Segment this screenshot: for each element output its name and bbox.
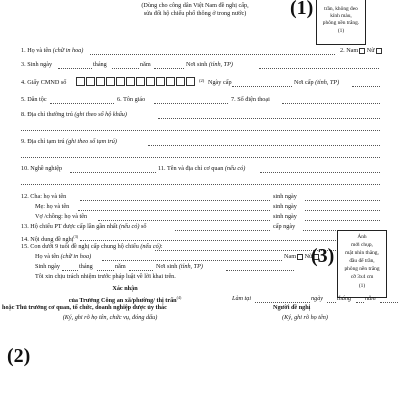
- photo-top-text-4: (1): [337, 28, 345, 34]
- phone-line[interactable]: [282, 103, 380, 104]
- field-4-place-label: Nơi cấp (tỉnh, TP): [294, 79, 340, 86]
- temporary-address-line-2[interactable]: [21, 157, 380, 158]
- field-15-label: 15. Con dưới 9 tuổi đề nghị cấp chung hộ chiếu (nếu có):: [21, 243, 163, 250]
- id-digit-box[interactable]: [96, 77, 105, 86]
- photo-mid-text-2: mới chụp,: [351, 242, 373, 248]
- field-5-label: 5. Dân tộc: [21, 96, 47, 103]
- field-4-footnote: (2): [199, 78, 205, 83]
- id-digit-box[interactable]: [76, 77, 85, 86]
- checkbox-female[interactable]: [376, 48, 382, 54]
- date-year-line[interactable]: [380, 302, 398, 303]
- agency-label: hoặc Thủ trưởng cơ quan, tổ chức, doanh nghiệp được ủy thác: [2, 304, 167, 311]
- child-dob-label: Sinh ngày: [35, 263, 60, 270]
- field-12-spouse-label: Vợ /chồng: họ và tên: [35, 213, 88, 220]
- id-digit-box[interactable]: [166, 77, 175, 86]
- date-year-label: năm: [365, 295, 376, 302]
- child-checkbox-male[interactable]: [297, 254, 303, 260]
- photo-box-child[interactable]: [337, 230, 387, 298]
- father-name-line[interactable]: [80, 200, 270, 201]
- id-digit-box[interactable]: [156, 77, 165, 86]
- field-6-label: 6. Tôn giáo: [117, 96, 146, 103]
- marker-1: (1): [290, 0, 314, 19]
- photo-mid-text-5: phông nền trắng: [344, 266, 380, 272]
- field-14-label: 14. Nội dung đề nghị$^{(3)}$: [21, 234, 79, 244]
- marker-2: (2): [7, 345, 31, 367]
- prev-passport-number-line[interactable]: [175, 230, 270, 231]
- child-pob-line[interactable]: [226, 270, 294, 271]
- id-digit-box[interactable]: [116, 77, 125, 86]
- id-digit-box[interactable]: [86, 77, 95, 86]
- id-number-boxes[interactable]: [76, 77, 196, 86]
- checkbox-male[interactable]: [359, 48, 365, 54]
- field-12-father-label: 12. Cha: họ và tên: [21, 193, 67, 200]
- header-line-1: (Dùng cho công dân Việt Nam đề nghị cấp,: [141, 2, 249, 9]
- father-dob-line[interactable]: [305, 200, 380, 201]
- child-dob-month-label: tháng: [79, 263, 93, 270]
- pob-line[interactable]: [259, 68, 379, 69]
- dob-day-line[interactable]: [58, 68, 92, 69]
- id-digit-box[interactable]: [126, 77, 135, 86]
- field-1-label: 1. Họ và tên (chữ in hoa): [21, 47, 84, 54]
- temporary-address-line-1[interactable]: [148, 145, 380, 146]
- prev-passport-date-label: cấp ngày: [273, 223, 296, 230]
- photo-top-text-2: kính màu,: [330, 13, 352, 19]
- child-dob-day-line[interactable]: [62, 270, 78, 271]
- photo-top-text-1: trần, không đeo: [324, 6, 358, 12]
- spouse-dob-line[interactable]: [305, 220, 380, 221]
- oath-text: Tôi xin chịu trách nhiệm trước pháp luật về lời khai trên.: [35, 273, 176, 280]
- confirm-title: Xác nhận: [112, 285, 138, 292]
- field-1-line[interactable]: [90, 54, 335, 55]
- photo-top-text-3: phông nền trắng.: [322, 20, 360, 26]
- field-3-label: 3. Sinh ngày: [21, 61, 53, 68]
- sign-right-note: (Ký, ghi rõ họ tên): [282, 314, 328, 321]
- dob-year-line[interactable]: [154, 68, 184, 69]
- applicant-label: Người đề nghị: [273, 304, 311, 311]
- employer-line-2[interactable]: [21, 184, 380, 185]
- child-name-line[interactable]: [102, 260, 282, 261]
- field-9-label: 9. Địa chỉ tạm trú (ghi theo sổ tạm trú): [21, 138, 117, 145]
- field-10-label: 10. Nghề nghiệp: [21, 165, 63, 172]
- photo-mid-text-7: (1): [358, 283, 366, 289]
- field-8-label: 8. Địa chỉ thường trú (ghi theo sổ hộ khẩu): [21, 111, 127, 118]
- employer-line-1[interactable]: [260, 172, 380, 173]
- id-digit-box[interactable]: [136, 77, 145, 86]
- date-day-label: ngày: [311, 295, 324, 302]
- field-3-year-label: năm: [140, 61, 151, 68]
- mother-dob-line[interactable]: [305, 210, 380, 211]
- father-dob-label: sinh ngày: [273, 193, 297, 200]
- field-4-date-label: Ngày cấp: [208, 79, 232, 86]
- permanent-address-line-1[interactable]: [158, 118, 380, 119]
- spouse-name-line[interactable]: [98, 220, 270, 221]
- field-11-label: 11. Tên và địa chỉ cơ quan (nếu có): [158, 165, 246, 172]
- header-line-2: sửa đổi hộ chiếu phổ thông ở trong nước): [143, 10, 247, 17]
- photo-mid-text-3: mặt nhìn thẳng,: [345, 250, 379, 256]
- photo-box-top[interactable]: [316, 0, 366, 45]
- field-13-label: 13. Hộ chiếu PT được cấp lần gần nhất (nếu có) số: [21, 223, 147, 230]
- photo-mid-text-6: cỡ 3x4 cm: [350, 274, 374, 280]
- place-line[interactable]: [255, 302, 310, 303]
- sign-left-note: (Ký, ghi rõ họ tên, chức vụ, đóng dấu): [62, 314, 158, 321]
- field-7-label: 7. Số điện thoại: [231, 96, 270, 103]
- occupation-line[interactable]: [70, 172, 156, 173]
- religion-line[interactable]: [154, 103, 228, 104]
- child-name-label: Họ và tên (chữ in hoa): [35, 253, 92, 260]
- marker-3: (3): [311, 245, 335, 267]
- date-month-label: tháng: [337, 295, 352, 302]
- dob-month-line[interactable]: [112, 68, 139, 69]
- photo-mid-text-1: Ảnh: [357, 234, 367, 240]
- permanent-address-line-2[interactable]: [21, 130, 380, 131]
- request-line-1[interactable]: [80, 240, 344, 241]
- field-3-month-label: tháng: [93, 61, 107, 68]
- field-3-pob-label: Nơi sinh (tỉnh, TP): [186, 61, 233, 68]
- child-pob-label: Nơi sinh (tỉnh, TP): [156, 263, 203, 270]
- mother-dob-label: sinh ngày: [273, 203, 297, 210]
- field-12-mother-label: Mẹ: họ và tên: [35, 203, 70, 210]
- id-digit-box[interactable]: [186, 77, 195, 86]
- child-dob-year-line[interactable]: [129, 270, 153, 271]
- child-dob-month-line[interactable]: [97, 270, 114, 271]
- photo-mid-text-4: đầu để trần,: [349, 258, 375, 264]
- field-2-label: 2. Nam Nữ: [340, 47, 382, 54]
- id-digit-box[interactable]: [176, 77, 185, 86]
- id-place-line[interactable]: [352, 86, 380, 87]
- ethnicity-line[interactable]: [50, 103, 114, 104]
- confirm-subtitle: của Trưởng Công an xã/phường/ thị trấn$^{(4)}$: [68, 295, 182, 305]
- id-digit-box[interactable]: [106, 77, 115, 86]
- child-gender-label: Nam Nữ: [284, 253, 319, 260]
- spouse-dob-label: sinh ngày: [273, 213, 297, 220]
- field-4-label: 4. Giấy CMND số: [21, 79, 67, 86]
- date-day-line[interactable]: [327, 302, 336, 303]
- child-dob-year-label: năm: [115, 263, 126, 270]
- id-digit-box[interactable]: [146, 77, 155, 86]
- mother-name-line[interactable]: [78, 210, 270, 211]
- date-month-line[interactable]: [356, 302, 364, 303]
- place-label: Làm tại: [232, 295, 252, 302]
- id-date-line[interactable]: [232, 86, 292, 87]
